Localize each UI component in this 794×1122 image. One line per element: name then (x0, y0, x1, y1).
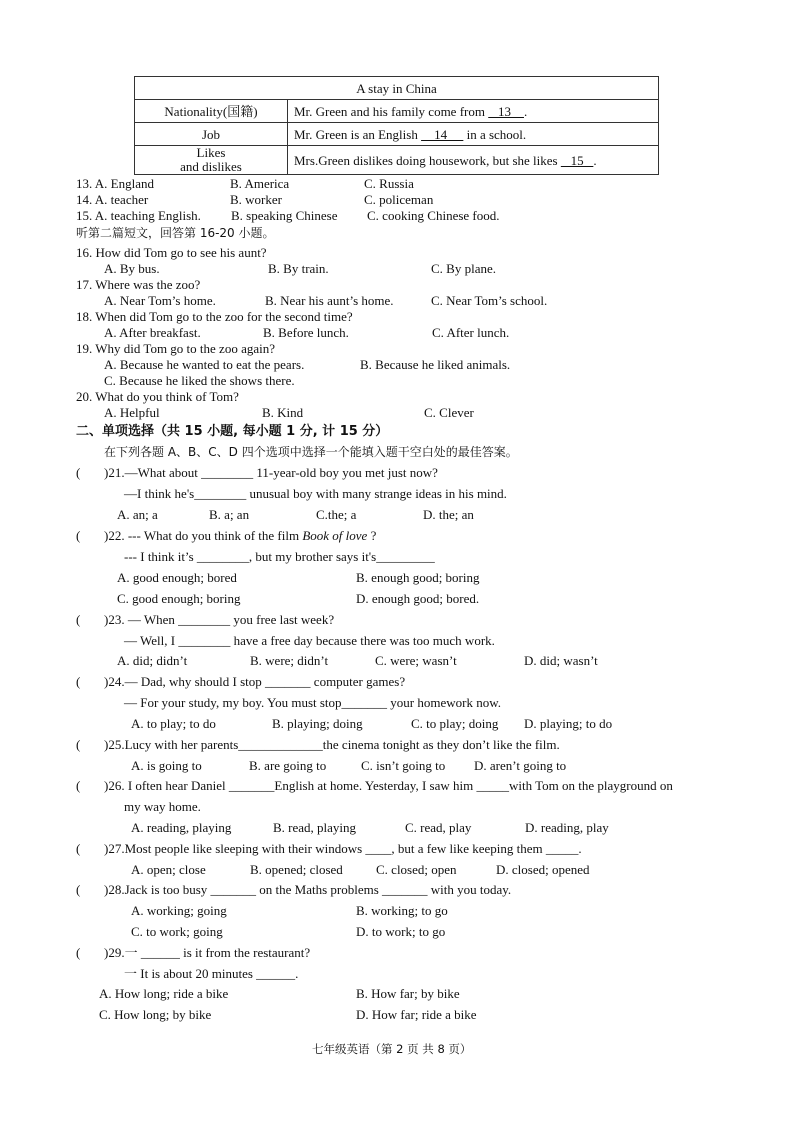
q15-option-a: 15. A. teaching English. (76, 208, 201, 223)
q24-stem: )24.— Dad, why should I stop _______ computer games? (104, 674, 406, 689)
q13-option-c: C. Russia (364, 176, 414, 191)
table-label-likes: Likes and dislikes (135, 146, 288, 175)
q27-option-c: C. closed; open (376, 862, 457, 877)
answer-paren[interactable]: ( (76, 778, 81, 793)
answer-paren[interactable]: ( (76, 528, 81, 543)
q13-option-b: B. America (230, 176, 290, 191)
q17-option-b: B. Near his aunt’s home. (265, 293, 394, 308)
q20-stem: 20. What do you think of Tom? (76, 389, 239, 404)
q14-option-c: C. policeman (364, 192, 434, 207)
q26-stem-line2: my way home. (124, 799, 201, 814)
q26-option-d: D. reading, play (525, 820, 609, 835)
table-cell: Mr. Green and his family come from 13 . (288, 100, 659, 123)
q20-option-a: A. Helpful (104, 405, 160, 420)
q27-stem: )27.Most people like sleeping with their windows ____, but a few like keeping them _____. (104, 841, 582, 856)
q20-option-b: B. Kind (262, 405, 304, 420)
q29-option-a: A. How long; ride a bike (99, 986, 229, 1001)
section-title: 二、单项选择（共 15 小题, 每小题 1 分, 计 15 分） (76, 424, 389, 439)
q28-option-a: A. working; going (131, 903, 227, 918)
q17-option-a: A. Near Tom’s home. (104, 293, 216, 308)
answer-paren[interactable]: ( (76, 674, 81, 689)
q24-option-c: C. to play; doing (411, 716, 499, 731)
q21-option-a: A. an; a (117, 507, 158, 522)
q19-stem: 19. Why did Tom go to the zoo again? (76, 341, 275, 356)
q19-option-b: B. Because he liked animals. (360, 357, 511, 372)
q14-option-a: 14. A. teacher (76, 192, 149, 207)
table-row (135, 100, 659, 123)
q26-option-b: B. read, playing (273, 820, 357, 835)
q25-option-a: A. is going to (131, 758, 202, 773)
q23-stem-line2: — Well, I ________ have a free day because there was too much work. (124, 633, 495, 648)
q22-stem-line2: --- I think it’s ________, but my brother says it's_________ (124, 549, 435, 564)
q29-option-c: C. How long; by bike (99, 1007, 212, 1022)
q18-option-a: A. After breakfast. (104, 325, 201, 340)
q21-stem-line2: —I think he's________ unusual boy with many strange ideas in his mind. (124, 486, 507, 501)
q22-option-c: C. good enough; boring (117, 591, 241, 606)
q29-option-b: B. How far; by bike (356, 986, 460, 1001)
q18-stem: 18. When did Tom go to the zoo for the second time? (76, 309, 353, 324)
q28-stem: )28.Jack is too busy _______ on the Maths problems _______ with you today. (104, 882, 512, 897)
q23-option-c: C. were; wasn’t (375, 653, 457, 668)
q21-option-b: B. a; an (209, 507, 250, 522)
q28-option-c: C. to work; going (131, 924, 223, 939)
q16-option-b: B. By train. (268, 261, 329, 276)
table-title: A stay in China (135, 77, 659, 100)
q18-option-b: B. Before lunch. (263, 325, 349, 340)
q17-option-c: C. Near Tom’s school. (431, 293, 548, 308)
q16-option-c: C. By plane. (431, 261, 496, 276)
table-cell: Mr. Green is an English 14 in a school. (288, 123, 659, 146)
table-label-job: Job (135, 123, 288, 146)
answer-paren[interactable]: ( (76, 737, 81, 752)
q24-option-b: B. playing; doing (272, 716, 363, 731)
info-table (134, 76, 659, 175)
q16-stem: 16. How did Tom go to see his aunt? (76, 245, 267, 260)
q27-option-a: A. open; close (131, 862, 206, 877)
q24-option-d: D. playing; to do (524, 716, 613, 731)
answer-paren[interactable]: ( (76, 945, 81, 960)
section-instruction: 在下列各题 A、B、C、D 四个选项中选择一个能填入题干空白处的最佳答案。 (104, 445, 518, 459)
q13-option-a: 13. A. England (76, 176, 154, 191)
table-cell: Mrs.Green dislikes doing housework, but she likes 15 . (288, 146, 659, 175)
q29-stem: )29.一 ______ is it from the restaurant? (104, 945, 311, 960)
q17-stem: 17. Where was the zoo? (76, 277, 201, 292)
q24-option-a: A. to play; to do (131, 716, 216, 731)
q14-option-b: B. worker (230, 192, 282, 207)
q22-option-a: A. good enough; bored (117, 570, 237, 585)
q27-option-b: B. opened; closed (250, 862, 343, 877)
q15-option-c: C. cooking Chinese food. (367, 208, 500, 223)
q23-option-d: D. did; wasn’t (524, 653, 598, 668)
q21-option-c: C.the; a (316, 507, 357, 522)
q16-option-a: A. By bus. (104, 261, 160, 276)
q27-option-d: D. closed; opened (496, 862, 590, 877)
answer-paren[interactable]: ( (76, 612, 81, 627)
answer-paren[interactable]: ( (76, 882, 81, 897)
q26-stem: )26. I often hear Daniel _______English at home. Yesterday, I saw him _____with Tom on the playground on (104, 778, 673, 793)
q23-stem: )23. — When ________ you free last week? (104, 612, 335, 627)
q22-stem: )22. --- What do you think of the film Book of love ? (104, 528, 377, 543)
q29-stem-line2: 一 It is about 20 minutes ______. (124, 966, 299, 981)
table-row (135, 146, 659, 175)
page-footer: 七年级英语（第 2 页 共 8 页） (312, 1042, 472, 1056)
q25-option-d: D. aren’t going to (474, 758, 567, 773)
q19-option-a: A. Because he wanted to eat the pears. (104, 357, 305, 372)
q23-option-a: A. did; didn’t (117, 653, 188, 668)
q26-option-c: C. read, play (405, 820, 472, 835)
q28-option-d: D. to work; to go (356, 924, 446, 939)
q25-option-b: B. are going to (249, 758, 327, 773)
q18-option-c: C. After lunch. (432, 325, 510, 340)
q29-option-d: D. How far; ride a bike (356, 1007, 477, 1022)
q24-stem-line2: — For your study, my boy. You must stop_______ your homework now. (124, 695, 502, 710)
q22-option-b: B. enough good; boring (356, 570, 480, 585)
q28-option-b: B. working; to go (356, 903, 448, 918)
q19-option-c: C. Because he liked the shows there. (104, 373, 295, 388)
table-label-nationality: Nationality(国籍) (135, 100, 288, 123)
q22-option-d: D. enough good; bored. (356, 591, 480, 606)
passage2-intro: 听第二篇短文，回答第 16-20 小题。 (76, 226, 275, 240)
table-row (135, 123, 659, 146)
q25-option-c: C. isn’t going to (361, 758, 446, 773)
q26-option-a: A. reading, playing (131, 820, 232, 835)
q25-stem: )25.Lucy with her parents_____________the cinema tonight as they don’t like the film. (104, 737, 560, 752)
q20-option-c: C. Clever (424, 405, 474, 420)
q15-option-b: B. speaking Chinese (231, 208, 338, 223)
answer-paren[interactable]: ( (76, 465, 81, 480)
q21-stem: )21.—What about ________ 11-year-old boy you met just now? (104, 465, 438, 480)
q23-option-b: B. were; didn’t (250, 653, 329, 668)
answer-paren[interactable]: ( (76, 841, 81, 856)
q21-option-d: D. the; an (423, 507, 474, 522)
